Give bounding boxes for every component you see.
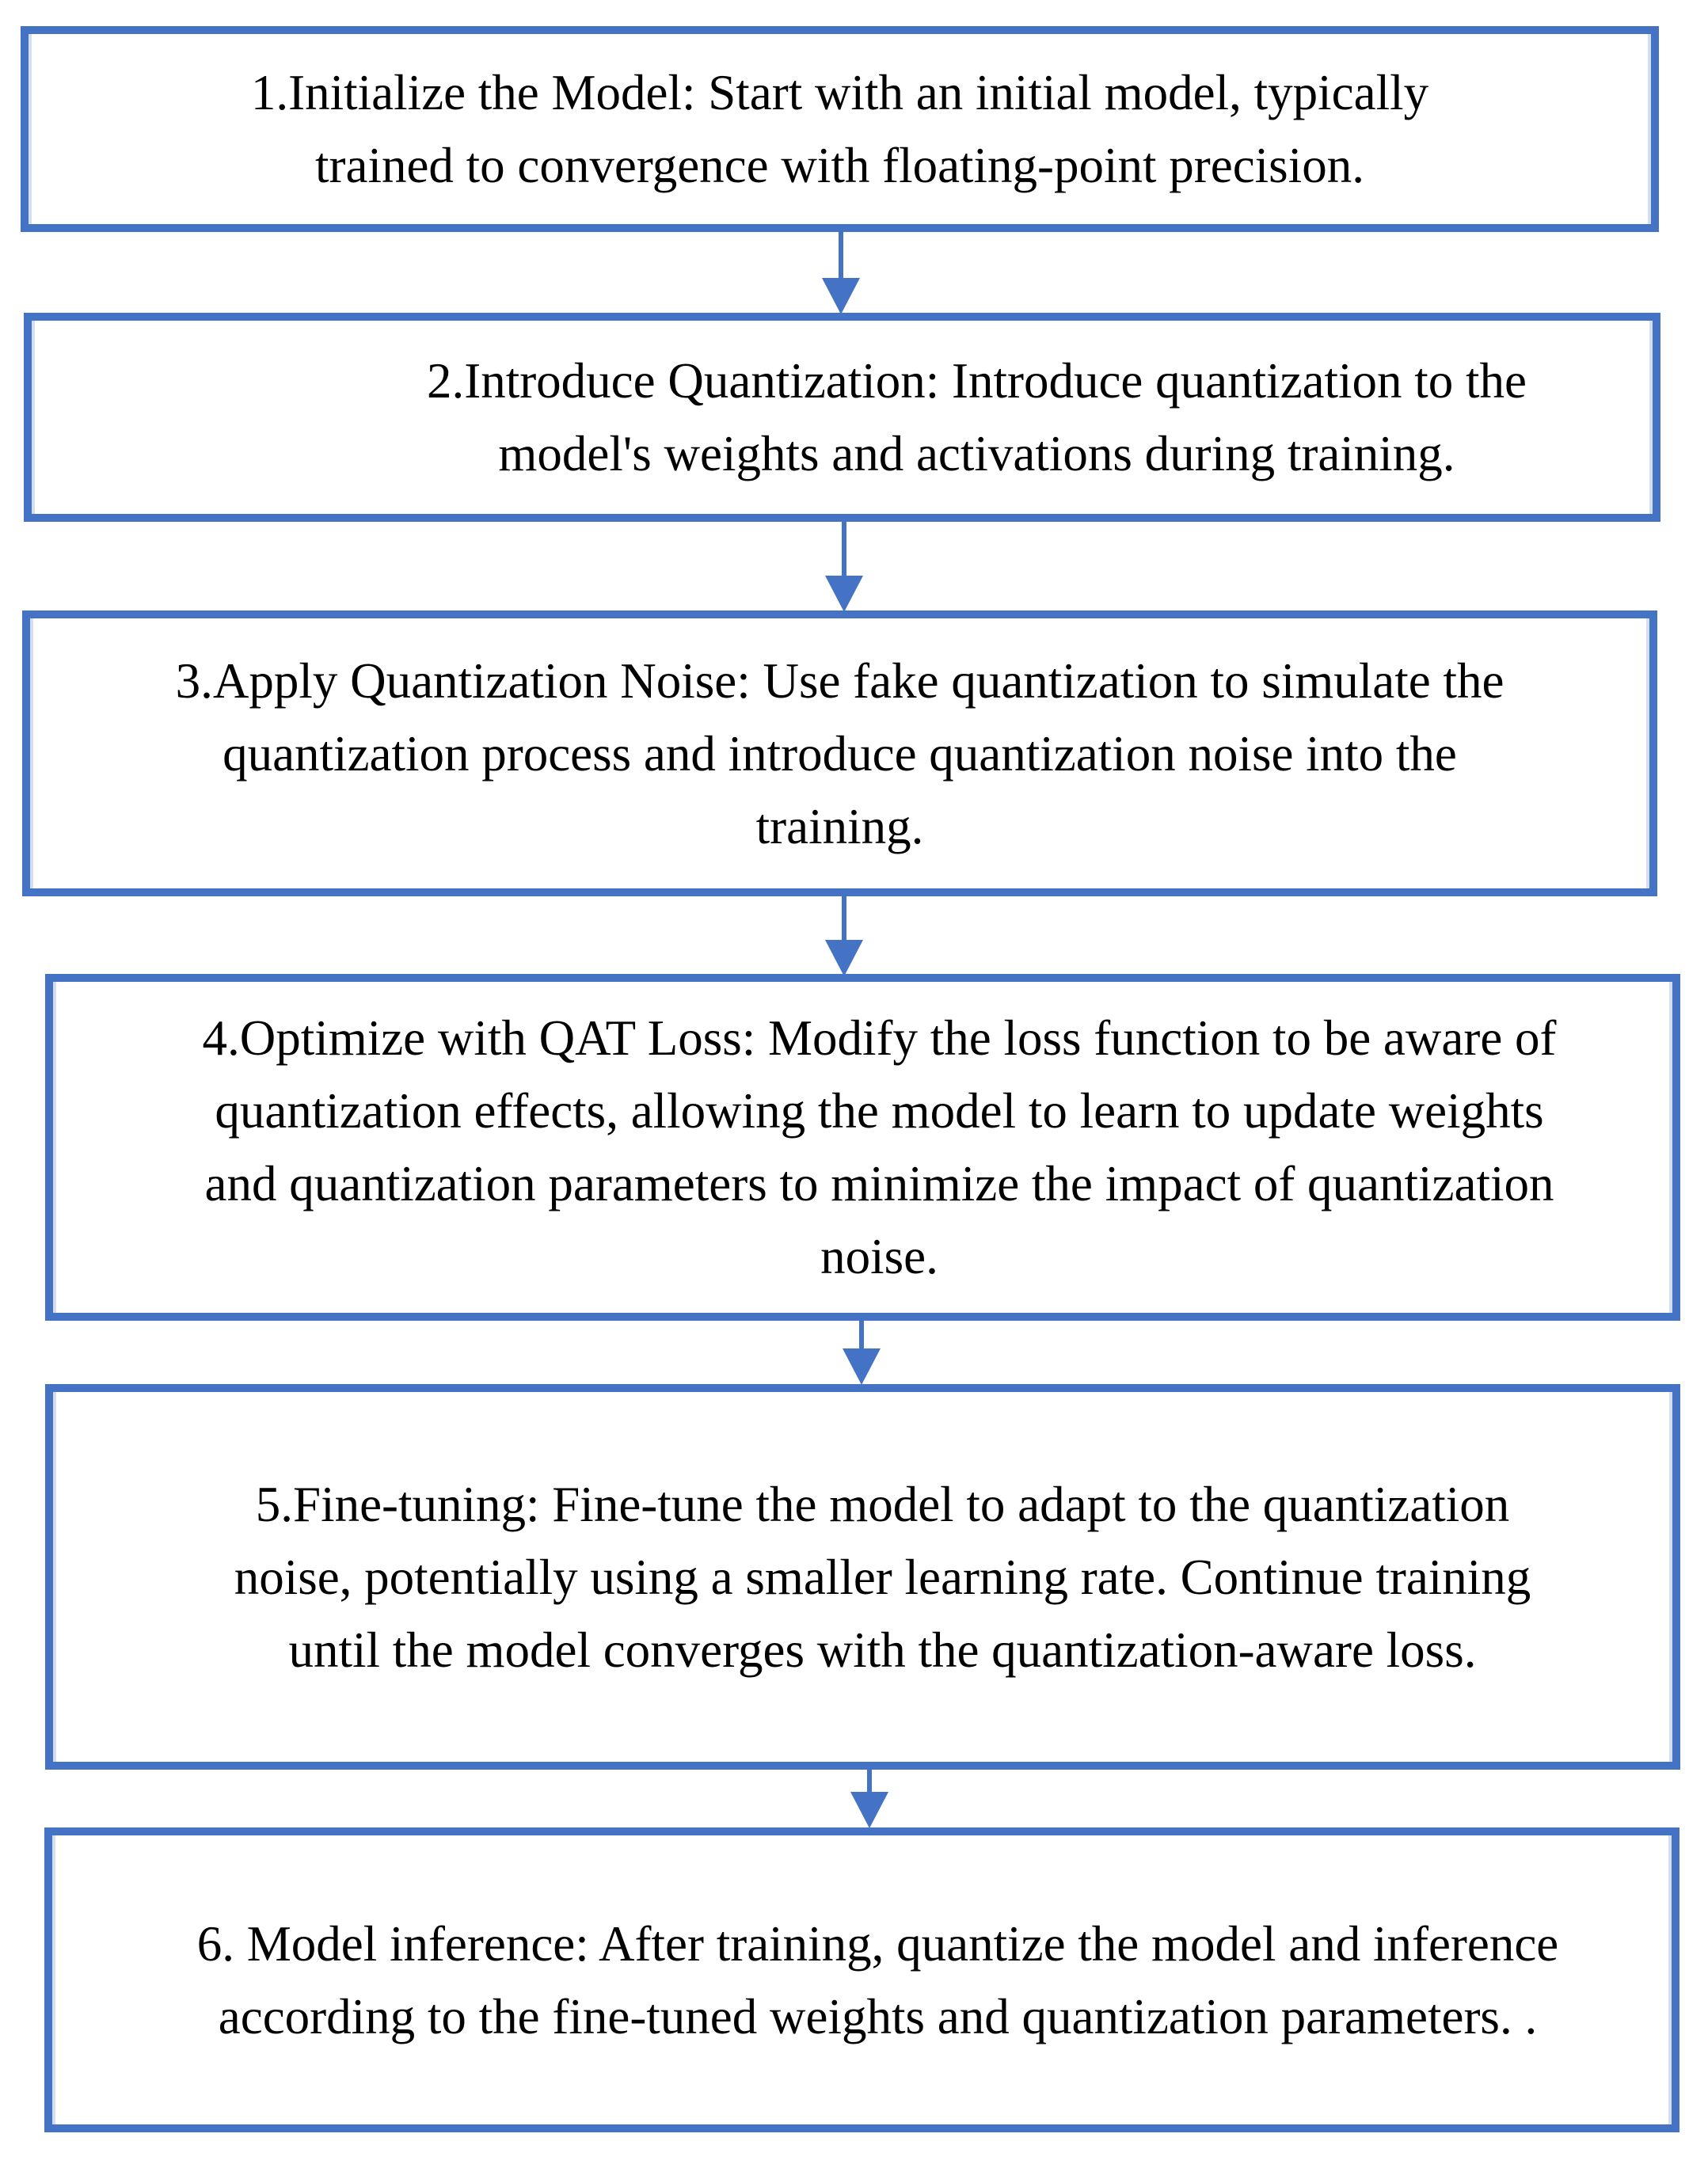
- flow-step-4-line-4: noise.: [820, 1229, 938, 1284]
- flow-step-6-line-2: according to the fine-tuned weights and quantization parameters. .: [218, 1988, 1538, 2044]
- down-arrow-icon: [850, 1770, 888, 1828]
- arrow-head-icon: [825, 940, 863, 976]
- flow-step-5-line-2: noise, potentially using a smaller learning rate. Continue training: [234, 1549, 1531, 1605]
- flow-step-3-line-3: training.: [755, 798, 924, 854]
- arrow-shaft: [859, 1321, 864, 1352]
- flow-step-3-line-1: 3.Apply Quantization Noise: Use fake quantization to simulate the: [175, 652, 1504, 709]
- flow-step-4-line-2: quantization effects, allowing the model to learn to update weights: [215, 1083, 1544, 1139]
- flow-step-5-line-1: 5.Fine-tuning: Fine-tune the model to adapt to the quantization: [255, 1476, 1510, 1532]
- down-arrow-icon: [843, 1321, 881, 1385]
- flow-step-box-1: [21, 26, 1659, 232]
- flow-step-5-line-3: until the model converges with the quantization-aware loss.: [288, 1622, 1477, 1678]
- flow-step-6-line-1: 6. Model inference: After training, quantize the model and inference: [196, 1915, 1559, 1972]
- flow-step-2-line-1: 2.Introduce Quantization: Introduce quantization to the: [426, 353, 1527, 409]
- arrow-head-icon: [843, 1348, 881, 1385]
- arrow-shaft: [842, 896, 846, 943]
- down-arrow-icon: [825, 522, 863, 612]
- arrow-shaft: [842, 522, 846, 579]
- down-arrow-icon: [822, 232, 860, 314]
- flow-step-1-line-1: 1.Initialize the Model: Start with an initial model, typically: [250, 65, 1429, 120]
- flow-step-1-line-2: trained to convergence with floating-point precision.: [315, 138, 1364, 193]
- flow-step-box-4: [45, 974, 1680, 1321]
- flow-step-box-6: [44, 1827, 1679, 2132]
- flow-step-2-line-2: model's weights and activations during training.: [498, 426, 1455, 481]
- flow-step-box-3: [22, 610, 1657, 896]
- flow-step-box-2: [24, 313, 1660, 522]
- flow-step-4-line-1: 4.Optimize with QAT Loss: Modify the loss function to be aware of: [202, 1010, 1557, 1066]
- arrow-shaft: [839, 232, 843, 281]
- flow-step-box-5: [45, 1384, 1680, 1770]
- arrow-head-icon: [850, 1792, 888, 1828]
- arrow-head-icon: [822, 278, 860, 314]
- down-arrow-icon: [825, 896, 863, 976]
- arrow-head-icon: [825, 576, 863, 612]
- flow-step-4-line-3: and quantization parameters to minimize the impact of quantization: [204, 1156, 1554, 1211]
- flow-step-3-line-2: quantization process and introduce quantization noise into the: [223, 725, 1457, 782]
